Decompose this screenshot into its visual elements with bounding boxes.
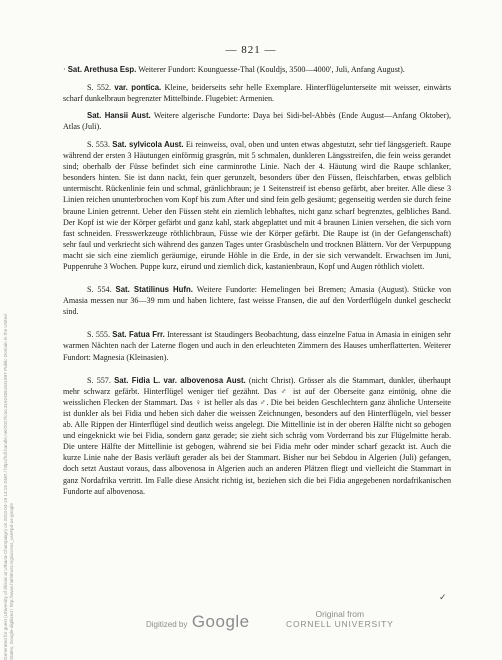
original-from bbox=[286, 609, 394, 629]
species-name: Sat. Fatua Frr. bbox=[112, 330, 165, 340]
entry-sylvicola bbox=[63, 139, 451, 272]
entry-hansii bbox=[63, 110, 451, 132]
digitized-by-google bbox=[146, 612, 250, 632]
original-line-2: CORNELL UNIVERSITY bbox=[286, 619, 394, 629]
entry-prefix: S. 554. bbox=[87, 285, 116, 295]
entry-text: Ei reinweiss, oval, oben und unten etwas abgestutzt, sehr tief längsgerieft. Raupe während der ersten 3 Häutungen einförmig grasgrün, mit 5 schmalen, dunkleren Längsstreifen, die fein weiss gerandet sind; oberhalb der Füsse befindet sich eine carminrothe Linie. Nach der 4. Häutung wird die Raupe schlanker, besonders hinten. Sie ist dann nackt, fein quer gerunzelt, besonders über den Füssen, fleischfarben, etwas gelblich untermischt. Rückenlinie fein und schmal, gränlichbraun; je 1 Seitenstreif ist ebenso gefärbt, aber breiter. Alle diese 3 Linien reichen ununterbrochen vom Kopf bis zum After und sind fein gelb gesäumt; gegenseitig werden sie durch feine braune Linien getrennt. Ueber den Füssen steht ein ziemlich lebhaftes, nicht ganz scharf begrenztes, gelbliches Band. Der Kopf ist wie der Körper gefärbt und ganz kahl, stark abgeplattet und mit 4 braunen Linien versehen, die sich vorn fast schneiden. Fresswerkzeuge röthlichbraun, Füsse wie der Körper gefärbt. Die Raupe ist (in der Gefangenschaft) sehr faul und verkriecht sich während des ganzen Tages unter Grasbüscheln und trocknen Blättern. Vor der Verpuppung macht sie sich eine ziemlich geräumige, eirunde Höhle in die Erde, in der sie sich verwandelt. Erwachsen im Juni, Puppenruhe 3 Wochen. Puppe kurz, eirund und ziemlich dick, kastanienbraun, Kopf und Augen röthlich violett. bbox=[63, 139, 451, 271]
species-name: Sat. sylvicola Aust. bbox=[112, 139, 184, 149]
species-name: Sat. Fidia L. var. albovenosa Aust. bbox=[114, 375, 246, 385]
footer bbox=[0, 600, 502, 640]
page-number: — 821 — bbox=[225, 44, 277, 56]
main-text bbox=[63, 64, 451, 503]
hathitrust-side-note: Generated for guest (University of Illinois at Urbana-Champaign) on 2013-04-19 14:15 GMT / http://hdl.handle.net/2027/coo.31924061631997 Public Domain in the United States, Google-digitized / http://www.hathitrust.org/access_use#pd-us-google bbox=[3, 314, 14, 660]
entry-pontica bbox=[63, 82, 451, 104]
species-name: Sat. Hansii Aust. bbox=[87, 111, 151, 121]
entry-text: Weitere Fundorte: Hemelingen bei Bremen; Amasia (August). Stücke von Amasia messen nur 36—39 mm und haben lichtere, fast weisse Fransen, die auf den Vorderflügeln dunkel gescheckt sind. bbox=[63, 285, 451, 317]
species-name: Sat. Arethusa Esp. bbox=[67, 65, 137, 74]
entry-text: Weiterer Fundort: Kounguesse-Thal (Kouldjs, 3500—4000′, Juli, Anfang August). bbox=[136, 65, 405, 74]
original-line-1: Original from bbox=[315, 609, 365, 619]
entry-statilinus bbox=[63, 284, 451, 317]
entry-fatua bbox=[63, 329, 451, 362]
species-name: var. pontica. bbox=[114, 82, 162, 92]
entry-fidia-albovenosa bbox=[63, 375, 451, 497]
entry-prefix: S. 557. bbox=[87, 375, 115, 385]
entry-prefix: S. 552. bbox=[87, 82, 115, 92]
entry-arethusa bbox=[63, 64, 451, 75]
entry-prefix: · bbox=[63, 65, 68, 74]
entry-text: Kleine, beiderseits sehr helle Exemplare. Hinterflügelunterseite mit weisser, einwärts scharf dunkelbraun begrenzter Mittelbinde. Flugebiet: Armenien. bbox=[63, 82, 451, 103]
google-logo: Google bbox=[191, 612, 250, 631]
margin-checkmark: ✓ bbox=[439, 592, 447, 602]
entry-text: Interessant ist Staudingers Beobachtung, dass einzelne Fatua in Amasia in einigen sehr warmen Nächten nach der Laterne flogen und auch in den erleuchteten Zimmern des Hauses umherflatterten. Weiterer Fundort: Magnesia (Kleinasien). bbox=[63, 330, 451, 362]
digitized-prefix: Digitized by bbox=[146, 620, 188, 629]
entry-prefix: S. 553. bbox=[87, 139, 113, 149]
entry-text: Weitere algerische Fundorte: Daya bei Sidi-bel-Abbès (Ende August—Anfang Oktober), Atlas (Juli). bbox=[63, 111, 451, 132]
entry-text: (nicht Christ). Grösser als die Stammart, dunkler, überhaupt mehr schwarz gefärbt. Hinterflügel weniger tief gezähnt. Das ♂ ist auf der Oberseite ganz eintönig, ohne die weisslichen Flecken der Stammart. Das ♀ ist heller als das ♂. Die bei beiden Geschlechtern ganz ähnliche Unterseite ist dunkler als bei Fidia und heben sich daher die weissen Zeichnungen, besonders auf den Hinterflügeln, viel besser ab. Alle Rippen der Hinterflügel sind deutlich weiss angelegt. Die Mittellinie ist in der oberen Hälfte nicht so gebogen und eingeknickt wie bei Fidia, sondern ganz gerade; sie zieht sich schräg vom Vorderrand bis zur Flügelmitte herab. Die untere Hälfte der Mittellinie ist gebogen, während sie bei Fidia mehr oder minder scharf gezackt ist. Auch die kurze Linie nahe der Basis verläuft gerader als bei der Stammart. Bisher nur bei Sebdou in Algerien (Juli) gefangen, doch setzt Austaut voraus, dass albovenosa in Algerien auch an anderen Plätzen fliegt und vielleicht die Stammart in ganz Nordafrika vertritt. Im Falle diese Ansicht richtig ist, beziehen sich die bei Fidia angegebenen nordafrikanischen Fundorte auf albovenosa. bbox=[63, 375, 451, 496]
species-name: Sat. Statilinus Hufn. bbox=[115, 285, 193, 295]
entry-prefix: S. 555. bbox=[87, 330, 113, 340]
